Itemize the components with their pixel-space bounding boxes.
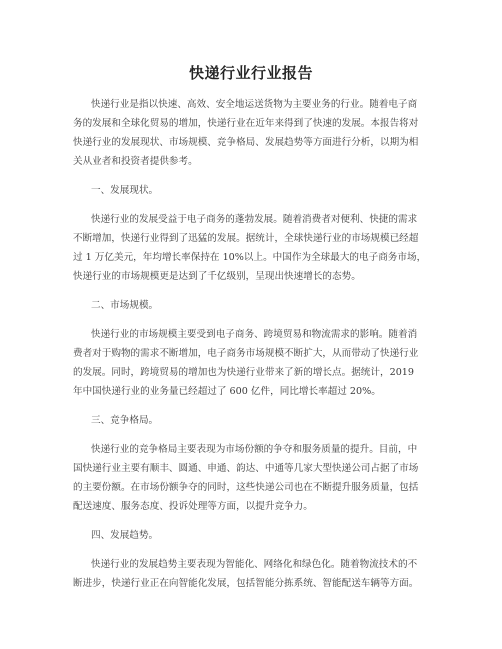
section-3-line-3: 的主要份额。在市场份额争夺的同时，这些快递公司也在不断提升服务质量，包括: [73, 482, 419, 493]
section-heading-2: 二、市场规模。: [91, 300, 159, 311]
section-2-line-2: 费者对于购物的需求不断增加，电子商务市场规模不断扩大，从而带动了快递行业: [73, 348, 419, 359]
section-heading-4: 四、发展趋势。: [91, 530, 159, 541]
section-2-line-4: 年中国快递行业的业务量已经超过了 600 亿件，同比增长率超过 20%。: [73, 386, 381, 397]
section-1-line-1: 快递行业的发展受益于电子商务的蓬勃发展。随着消费者对便利、快捷的需求: [91, 214, 418, 225]
section-3-line-1: 快递行业的竞争格局主要表现为市场份额的争夺和服务质量的提升。目前，中: [91, 444, 418, 455]
intro-line-1: 快递行业是指以快速、高效、安全地运送货物为主要业务的行业。随着电子商: [91, 99, 418, 110]
section-1-line-2: 不断增加，快递行业得到了迅猛的发展。据统计，全球快递行业的市场规模已经超: [73, 233, 419, 244]
section-4-line-2: 断进步，快递行业正在向智能化发展，包括智能分拣系统、智能配送车辆等方面。: [73, 578, 419, 589]
section-heading-3: 三、竞争格局。: [91, 415, 159, 426]
section-3-line-2: 国快递行业主要有顺丰、圆通、申通、韵达、中通等几家大型快递公司占据了市场: [73, 463, 419, 474]
intro-line-3: 快递行业的发展现状、市场规模、竞争格局、发展趋势等方面进行分析，以期为相: [73, 137, 419, 148]
section-heading-1: 一、发展现状。: [91, 185, 159, 196]
intro-line-2: 务的发展和全球化贸易的增加，快递行业在近年来得到了快速的发展。本报告将对: [73, 118, 419, 129]
section-2-line-1: 快递行业的市场规模主要受到电子商务、跨境贸易和物流需求的影响。随着消: [91, 329, 418, 340]
section-2-line-3: 的发展。同时，跨境贸易的增加也为快递行业带来了新的增长点。据统计，2019: [73, 367, 415, 378]
intro-line-4: 关从业者和投资者提供参考。: [73, 156, 198, 167]
section-1-line-3: 过 1 万亿美元，年均增长率保持在 10%以上。中国作为全球最大的电子商务市场，: [73, 252, 427, 263]
section-3-line-4: 配送速度、服务态度、投诉处理等方面，以提升竞争力。: [73, 501, 313, 512]
document-title: 快递行业行业报告: [188, 64, 313, 82]
section-4-line-1: 快递行业的发展趋势主要表现为智能化、网络化和绿色化。随着物流技术的不: [91, 559, 418, 570]
section-1-line-4: 快递行业的市场规模更是达到了千亿级别，呈现出快速增长的态势。: [73, 271, 361, 282]
